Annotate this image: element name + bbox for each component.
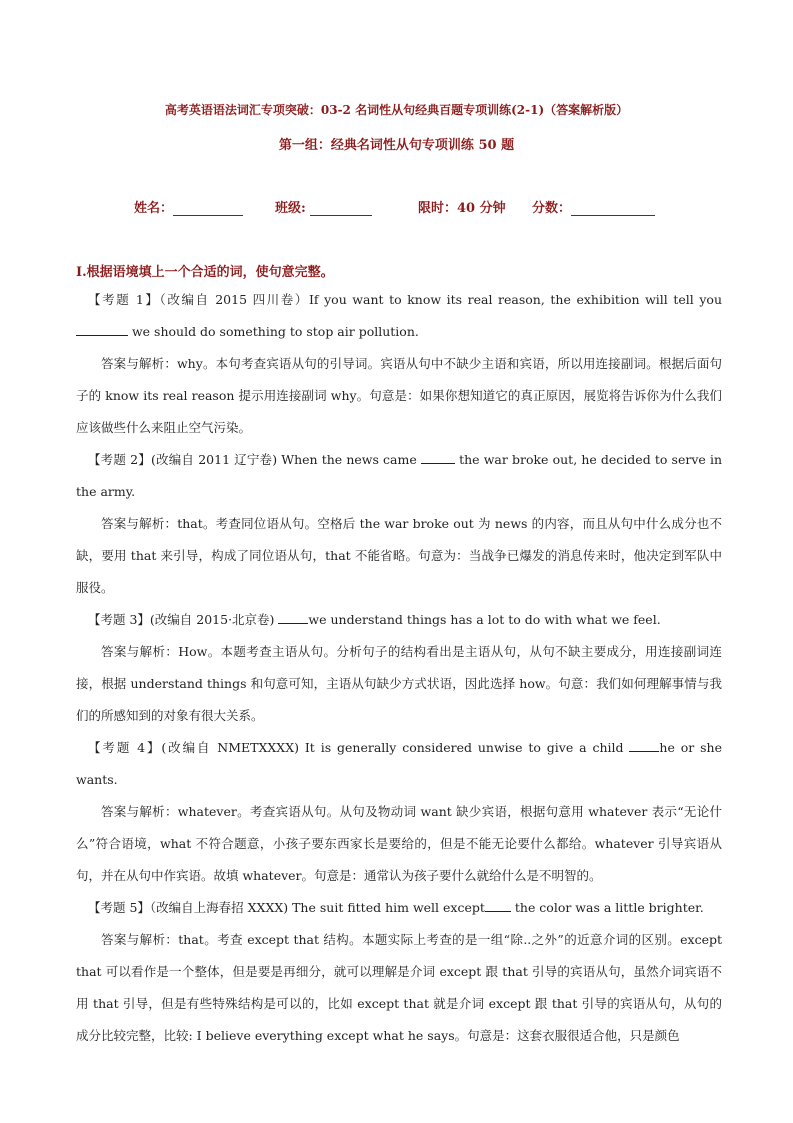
answer-blank xyxy=(629,739,659,752)
question-2: 【考题 2】(改编自 2011 辽宁卷) When the news came the war broke out, he decided to serve in the army. xyxy=(76,452,723,499)
answer-5: 答案与解析：that。考查 except that 结构。本题实际上考查的是一组“除..之外”的近意介词的区别。except that 可以看作是一个整体，但是要是再细分，就可以理解是介词 except 跟 that 引导的宾语从句，虽然介词宾语不用 that 引导，但是有些特殊结构是可以的，比如 except that 就是介词 except 跟 that 引导的宾语从句，从句的成分比较完整，比较: I believe everything except what he says。句意是：这套衣服很适合他，只是颜色 xyxy=(76,932,722,1043)
class-blank xyxy=(310,201,372,216)
question-5: 【考题 5】（改编自上海春招 XXXX) The suit fitted him well except the color was a little brighter. xyxy=(88,900,704,915)
answer-1: 答案与解析：why。本句考查宾语从句的引导词。宾语从句中不缺少主语和宾语，所以用连接副词。根据后面句子的 know its real reason 提示用连接副词 why。句意是：如果你想知道它的真正原因，展览将告诉你为什么我们应该做些什么来阻止空气污染。 xyxy=(76,356,722,435)
question-3: 【考题 3】(改编自 2015·北京卷) we understand things has a lot to do with what we feel. xyxy=(88,612,661,627)
question-1: 【考题 1】（改编自 2015 四川卷）If you want to know its real reason, the exhibition will tell you we should do something to stop air pollution. xyxy=(76,284,722,348)
name-blank xyxy=(173,201,243,216)
name-field xyxy=(134,197,243,216)
document-title: 高考英语语法词汇专项突破：03-2 名词性从句经典百题专项训练(2-1)（答案解析版） xyxy=(164,103,629,117)
class-label: 班级: xyxy=(275,201,306,216)
answer-blank xyxy=(278,611,308,624)
name-label: 姓名： xyxy=(134,201,174,216)
score-label: 分数： xyxy=(532,201,572,216)
document-subtitle: 第一组：经典名词性从句专项训练 50 题 xyxy=(278,138,515,153)
section-heading: I.根据语境填上一个合适的词，使句意完整。 xyxy=(76,265,334,280)
answer-4: 答案与解析：whatever。考查宾语从句。从句及物动词 want 缺少宾语，根据句意用 whatever 表示“无论什么”符合语境，what 不符合题意，小孩子要东西家长是要给的，但是不能无论要什么都给。whatever 引导宾语从句，并在从句中作宾语。故填 whatever。句意是：通常认为孩子要什么就给什么是不明智的。 xyxy=(76,804,722,883)
score-field xyxy=(532,197,655,216)
question-list xyxy=(76,284,722,1052)
answer-blank xyxy=(76,323,128,336)
answer-blank xyxy=(421,451,455,464)
answer-blank xyxy=(485,899,511,912)
time-limit: 限时：40 分钟 xyxy=(418,201,506,216)
class-field xyxy=(275,197,372,216)
answer-3: 答案与解析：How。本题考查主语从句。分析句子的结构看出是主语从句，从句不缺主要成分，用连接副词连接，根据 understand things 和句意可知，主语从句缺少方式状语，因此选择 how。句意：我们如何理解事情与我们的所感知到的对象有很大关系。 xyxy=(76,644,722,723)
answer-2: 答案与解析：that。考查同位语从句。空格后 the war broke out 为 news 的内容，而且从句中什么成分也不缺，要用 that 来引导，构成了同位语从句，that 不能省略。句意为：当战争已爆发的消息传来时，他决定到军队中服役。 xyxy=(76,516,722,595)
question-4: 【考题 4】(改编自 NMETXXXX) It is generally considered unwise to give a child he or she wants. xyxy=(76,740,722,787)
score-blank xyxy=(571,201,655,216)
